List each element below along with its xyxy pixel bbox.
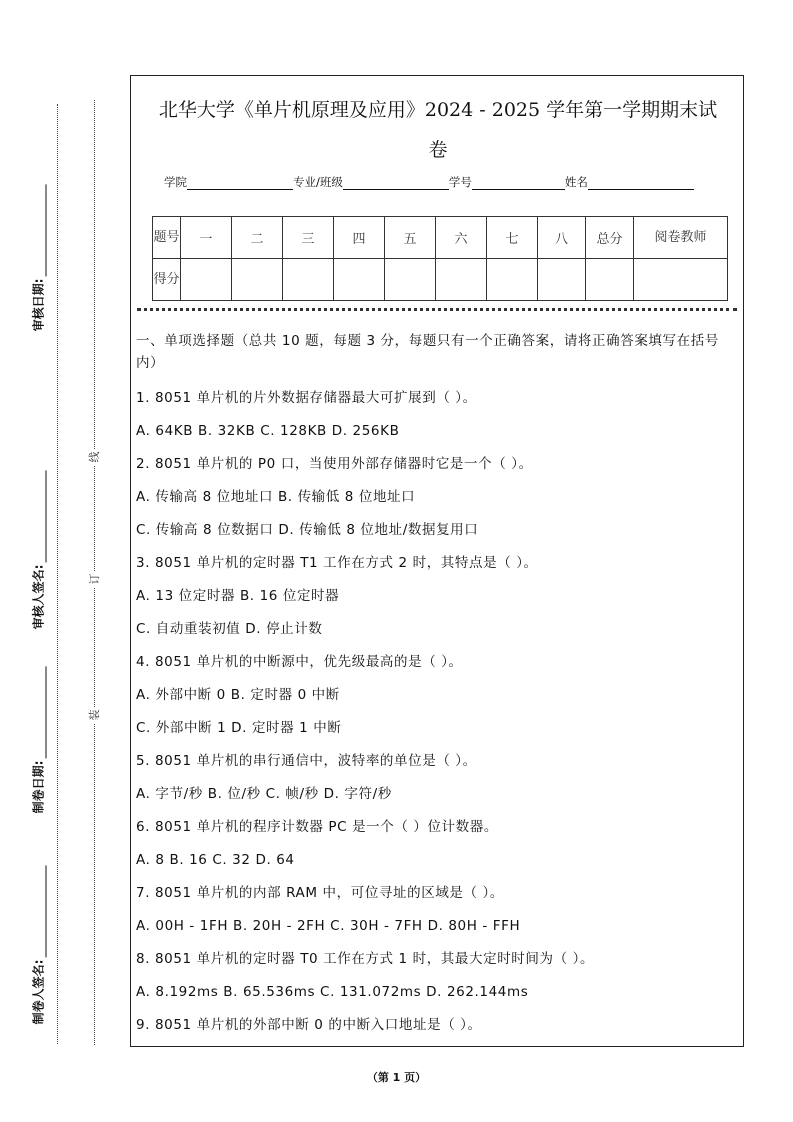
col-header: 一: [181, 217, 232, 259]
score-cell[interactable]: [283, 259, 334, 301]
reviewer-date-label: 审核日期:: [31, 278, 46, 332]
student-id-input[interactable]: [472, 177, 565, 190]
option-line: C. 自动重装初值 D. 停止计数: [136, 621, 323, 637]
score-cell[interactable]: [232, 259, 283, 301]
section-heading: 一、单项选择题（总共 10 题，每题 3 分，每题只有一个正确答案，请将正确答案填写在括号内）: [136, 333, 719, 371]
score-table: [152, 216, 728, 301]
page-number: （第 1 页）: [366, 1071, 427, 1084]
score-cell[interactable]: [538, 259, 586, 301]
option-line: A. 13 位定时器 B. 16 位定时器: [136, 588, 340, 604]
score-label: 得分: [153, 259, 181, 301]
score-cell-total[interactable]: [586, 259, 634, 301]
reviewer-sign-label: 审核人签名:: [31, 564, 46, 630]
binding-dotted-line: [57, 104, 58, 1044]
question-line: 5. 8051 单片机的串行通信中，波特率的单位是（ ）。: [136, 753, 477, 769]
maker-sign-field: [30, 866, 47, 1025]
score-cell[interactable]: [181, 259, 232, 301]
dotted-separator: [137, 308, 737, 311]
score-table-score-row: [153, 259, 728, 301]
option-line: A. 外部中断 0 B. 定时器 0 中断: [136, 687, 340, 703]
question-line: 2. 8051 单片机的 P0 口，当使用外部存储器时它是一个（ ）。: [136, 456, 533, 472]
col-header-total: 总分: [586, 217, 634, 259]
option-line: A. 8.192ms B. 65.536ms C. 131.072ms D. 262.144ms: [136, 984, 529, 1000]
cut-line: [88, 100, 101, 1045]
question-line: 3. 8051 单片机的定时器 T1 工作在方式 2 时，其特点是（ ）。: [136, 555, 538, 571]
maker-date-label: 制卷日期:: [31, 760, 46, 814]
question-line: 7. 8051 单片机的内部 RAM 中，可位寻址的区域是（ ）。: [136, 885, 504, 901]
col-header: 二: [232, 217, 283, 259]
binding-margin: [0, 0, 130, 1060]
college-input[interactable]: [187, 177, 293, 190]
name-label: 姓名: [564, 175, 588, 189]
student-id-label: 学号: [448, 175, 472, 189]
col-header: 五: [385, 217, 436, 259]
question-number-label: 题号: [153, 217, 181, 259]
score-cell[interactable]: [436, 259, 487, 301]
score-cell[interactable]: [487, 259, 538, 301]
reviewer-date-blank[interactable]: [34, 185, 47, 277]
col-header: 三: [283, 217, 334, 259]
option-line: A. 00H - 1FH B. 20H - 2FH C. 30H - 7FH D. 80H - FFH: [136, 918, 521, 934]
question-line: 9. 8051 单片机的外部中断 0 的中断入口地址是（ ）。: [136, 1017, 482, 1033]
option-line: A. 8 B. 16 C. 32 D. 64: [136, 852, 295, 868]
maker-sign-blank[interactable]: [34, 866, 47, 958]
maker-date-field: [30, 667, 47, 814]
col-header: 四: [334, 217, 385, 259]
student-info-row: [164, 174, 694, 190]
question-line: 1. 8051 单片机的片外数据存储器最大可扩展到（ ）。: [136, 390, 477, 406]
score-cell[interactable]: [385, 259, 436, 301]
option-line: A. 传输高 8 位地址口 B. 传输低 8 位地址口: [136, 489, 416, 505]
reviewer-date-field: [30, 185, 47, 332]
cut-line-char-ding: 订: [86, 571, 104, 587]
option-line: A. 字节/秒 B. 位/秒 C. 帧/秒 D. 字符/秒: [136, 786, 392, 802]
question-line: 8. 8051 单片机的定时器 T0 工作在方式 1 时，其最大定时时间为（ ）。: [136, 951, 595, 967]
question-line: 4. 8051 单片机的中断源中，优先级最高的是（ ）。: [136, 654, 463, 670]
option-line: C. 外部中断 1 D. 定时器 1 中断: [136, 720, 342, 736]
major-class-input[interactable]: [343, 177, 449, 190]
cut-line-char-xian: 线: [86, 449, 104, 465]
exam-title-line2: 卷: [428, 139, 448, 161]
col-header: 八: [538, 217, 586, 259]
cut-line-char-zhuang: 装: [86, 707, 104, 723]
exam-paper: [130, 75, 744, 1047]
maker-sign-label: 制卷人签名:: [31, 959, 46, 1025]
section-single-choice: [136, 330, 740, 1042]
score-cell[interactable]: [334, 259, 385, 301]
question-line: 6. 8051 单片机的程序计数器 PC 是一个（ ）位计数器。: [136, 819, 498, 835]
option-line: A. 64KB B. 32KB C. 128KB D. 256KB: [136, 423, 400, 439]
college-label: 学院: [164, 175, 187, 189]
exam-title-line1: 北华大学《单片机原理及应用》2024 - 2025 学年第一学期期末试: [158, 99, 718, 121]
name-input[interactable]: [588, 177, 694, 190]
major-class-label: 专业/班级: [293, 175, 343, 189]
score-table-header-row: [153, 217, 728, 259]
col-header-grader: 阅卷教师: [634, 217, 728, 259]
col-header: 六: [436, 217, 487, 259]
score-cell-grader[interactable]: [634, 259, 728, 301]
col-header: 七: [487, 217, 538, 259]
exam-title: [131, 90, 745, 170]
option-line: C. 传输高 8 位数据口 D. 传输低 8 位地址/数据复用口: [136, 522, 479, 538]
reviewer-sign-blank[interactable]: [34, 471, 47, 563]
maker-date-blank[interactable]: [34, 667, 47, 759]
reviewer-sign-field: [30, 471, 47, 630]
